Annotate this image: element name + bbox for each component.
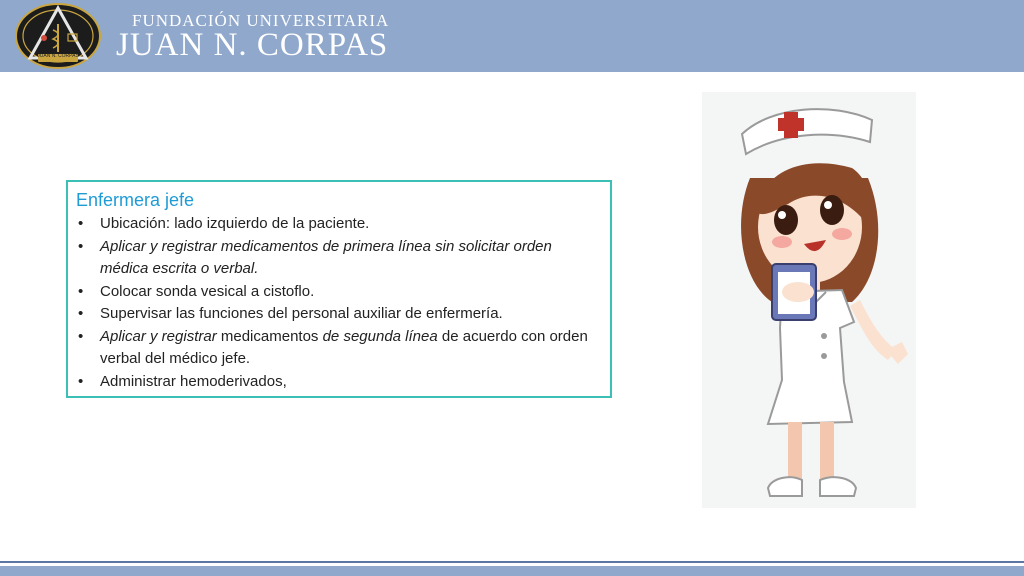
nurse-illustration-icon xyxy=(702,92,916,508)
bullet-item xyxy=(76,236,600,281)
role-description-box xyxy=(66,180,612,398)
box-title: Enfermera jefe xyxy=(76,190,195,210)
bullet-item xyxy=(76,281,600,304)
bullet-text: Ubicación: lado izquierdo de la paciente. xyxy=(100,215,370,232)
university-name: JUAN N. CORPAS xyxy=(116,27,389,63)
bullet-list xyxy=(76,213,600,393)
bullet-item xyxy=(76,213,600,236)
bullet-item xyxy=(76,326,600,371)
bullet-text: Colocar sonda vesical a cistoflo. xyxy=(100,282,315,300)
bullet-item xyxy=(76,371,600,394)
bullet-item xyxy=(76,303,600,326)
university-logo-icon xyxy=(14,2,102,70)
bullet-text: de acuerdo con orden verbal del médico jefe. xyxy=(100,327,588,367)
bullet-text: Administrar hemoderivados, xyxy=(100,372,287,390)
footer-bar xyxy=(0,566,1024,576)
logo-caption: JUAN N. CORPAS xyxy=(37,53,79,59)
italic-text: Aplicar y registrar medicamentos de primera línea sin solicitar orden médica escrita o verbal. xyxy=(100,237,552,277)
bullet-text: Supervisar las funciones del personal auxiliar de enfermería. xyxy=(100,305,503,322)
header-bar xyxy=(0,0,1024,72)
university-subtitle: FUNDACIÓN UNIVERSITARIA xyxy=(132,11,390,30)
italic-text: Aplicar y registrar xyxy=(100,327,217,345)
italic-text: de segunda línea xyxy=(322,327,438,345)
footer-line xyxy=(0,561,1024,563)
bullet-text: medicamentos xyxy=(216,327,323,345)
